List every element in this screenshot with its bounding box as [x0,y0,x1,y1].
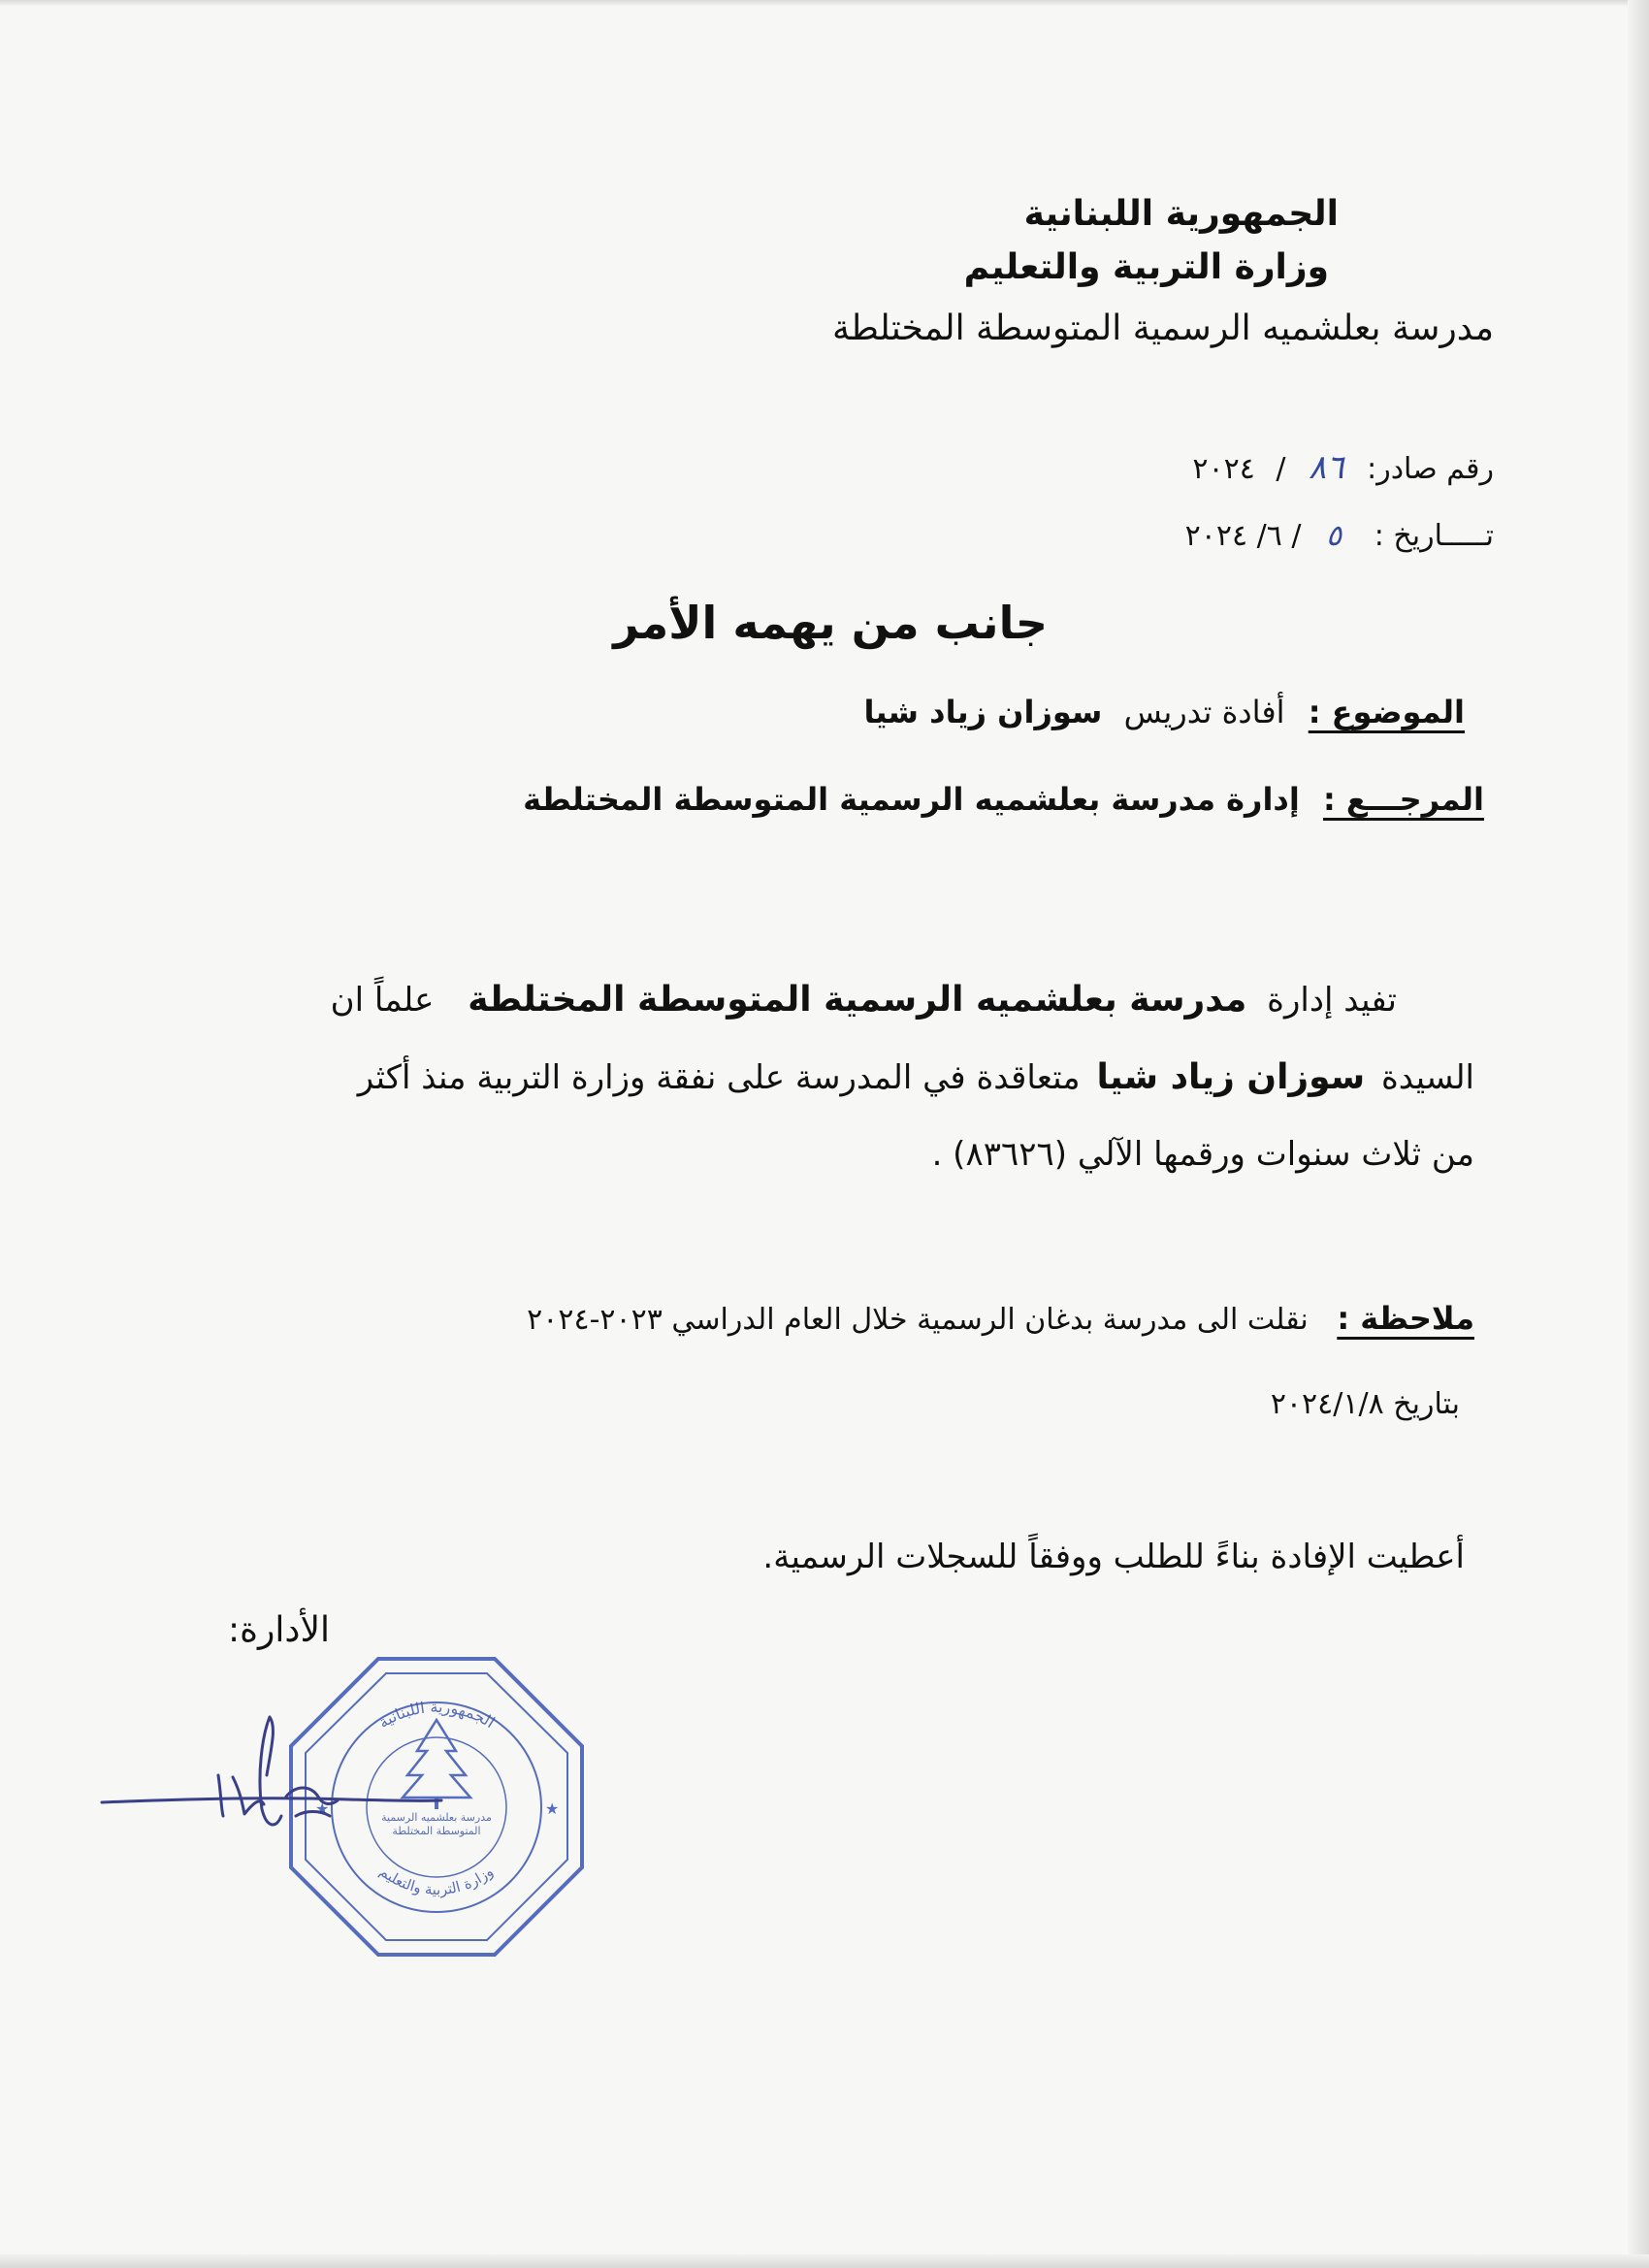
body-l1-a: تفيد إدارة [1267,981,1397,1020]
scan-edge-right [1628,0,1649,2268]
handwritten-signature [97,1707,446,1872]
body-l1-school: مدرسة بعلشميه الرسمية المتوسطة المختلطة [468,980,1247,1020]
ref-number-sep: / [1276,452,1286,486]
note-label: ملاحظة : [1337,1300,1474,1337]
note-line-1: نقلت الى مدرسة بدغان الرسمية خلال العام الدراسي ٢٠٢٣-٢٠٢٤ [527,1303,1309,1337]
header-ministry: وزارة التربية والتعليم [963,247,1329,287]
body-l1-c: علماً ان [330,981,435,1020]
body-line-2 [358,1057,1474,1097]
scan-edge-bottom [0,2254,1649,2268]
signoff-label: الأدارة: [228,1610,330,1650]
ref-number-row [1192,448,1494,487]
scan-edge-top [0,0,1649,6]
closing-statement: أعطيت الإفادة بناءً للطلب ووفقاً للسجلات الرسمية. [762,1538,1465,1576]
subject-label: الموضوع : [1308,694,1465,730]
note-line-2: بتاريخ ٢٠٢٤/١/٨ [1270,1387,1460,1421]
body-line-1 [331,980,1397,1020]
ref-number-year: ٢٠٢٤ [1192,452,1255,486]
svg-text:★: ★ [545,1799,560,1818]
reference-row [523,781,1484,818]
subject-text: أفادة تدريس [1123,694,1285,730]
addressee-title: جانب من يهمه الأمر [613,597,1048,649]
svg-text:★: ★ [315,1799,330,1818]
ref-date-day: ٥ [1326,519,1342,553]
body-l2-c: متعاقدة في المدرسة على نفقة وزارة التربية منذ أكثر [357,1058,1081,1097]
stamp-bottom-text: وزارة التربية والتعليم [376,1863,497,1898]
body-l2-a: السيدة [1380,1058,1474,1097]
body-l2-name: سوزان زياد شيا [1096,1057,1366,1097]
header-republic: الجمهورية اللبنانية [1023,194,1339,234]
ref-number-label: رقم صادر: [1367,452,1494,486]
subject-row [863,694,1465,730]
ref-number-value: ٨٦ [1309,448,1344,487]
stamp-outer-text: الجمهورية اللبنانية [374,1697,499,1733]
header-school: مدرسة بعلشميه الرسمية المتوسطة المختلطة [831,308,1494,348]
subject-name: سوزان زياد شيا [863,694,1103,730]
body-line-3: من ثلاث سنوات ورقمها الآلي (٨٣٦٢٦) . [931,1135,1474,1174]
ref-date-label: تـــــاريخ : [1374,519,1494,553]
ref-date-row [1185,519,1494,553]
reference-label: المرجـــع : [1322,781,1484,818]
note-row [527,1300,1474,1337]
stamp-center-text: مدرسة بعلشميه الرسمية المتوسطة المختلطة [381,1811,492,1838]
ref-date-rest: / ٦/ ٢٠٢٤ [1184,519,1302,553]
reference-text: إدارة مدرسة بعلشميه الرسمية المتوسطة المختلطة [523,781,1300,818]
